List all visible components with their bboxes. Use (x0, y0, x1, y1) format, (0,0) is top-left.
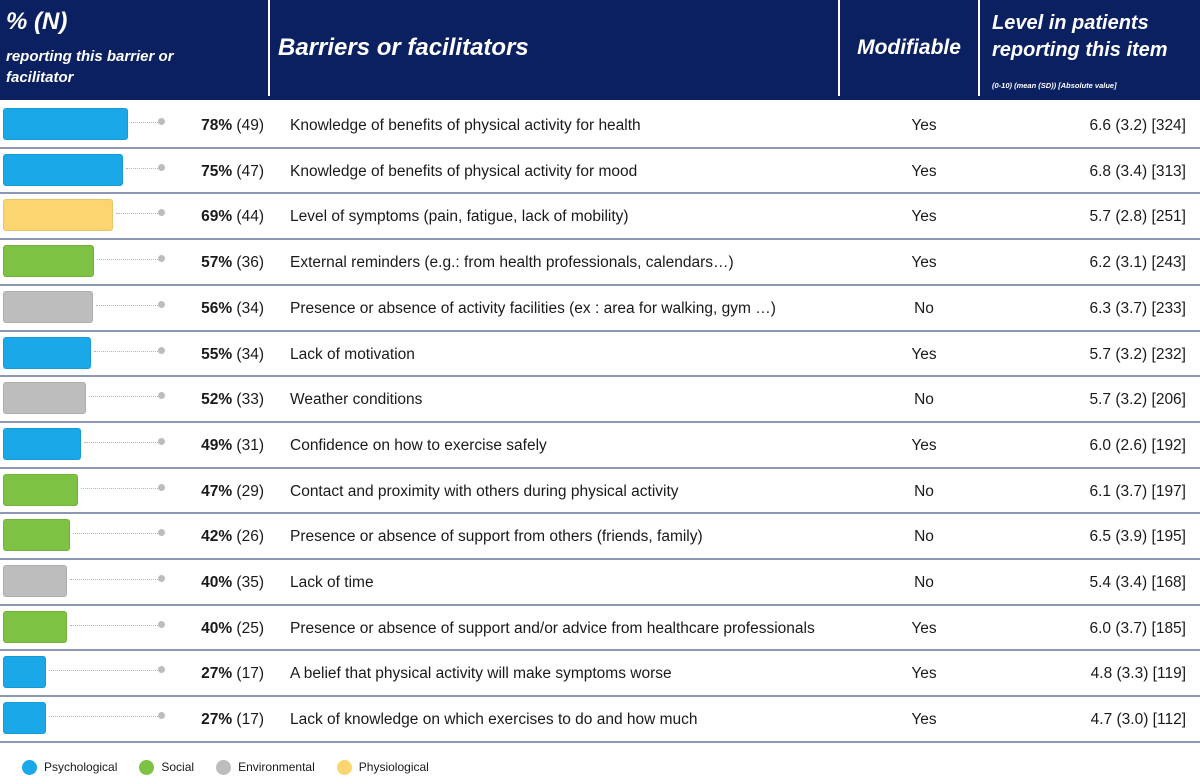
modifiable-value: No (914, 391, 934, 409)
percent-value (180, 697, 264, 742)
count-value: (26) (232, 528, 264, 546)
table-row (0, 697, 1200, 742)
percent-number: 55% (201, 345, 233, 363)
count-value: (29) (232, 482, 264, 500)
bar (3, 337, 91, 369)
bar (3, 154, 123, 186)
leader-dot (158, 392, 165, 399)
header-divider (978, 0, 980, 96)
table-row (0, 514, 1200, 559)
leader-dot (158, 301, 165, 308)
leader-line (96, 305, 158, 306)
modifiable-value: No (914, 574, 934, 591)
count-value: (25) (232, 619, 264, 637)
bar (3, 382, 86, 414)
legend-item (337, 760, 429, 775)
percent-value (180, 149, 264, 194)
barrier-label: Contact and proximity with others during physical activity (290, 482, 679, 500)
barrier-label: Presence or absence of support and/or advice from healthcare professionals (290, 619, 815, 637)
percent-value (180, 469, 264, 514)
table-row (0, 149, 1200, 194)
barrier-label: Presence or absence of activity facilities (ex : area for walking, gym …) (290, 299, 776, 317)
legend-item (139, 760, 194, 775)
bar (3, 702, 46, 734)
legend-swatch (337, 760, 352, 775)
barrier-label: Lack of time (290, 574, 374, 591)
header-level (988, 0, 1194, 96)
modifiable-value: Yes (911, 665, 937, 683)
legend-item (216, 760, 315, 775)
bar (3, 519, 70, 551)
percent-value (180, 560, 264, 605)
modifiable-value: Yes (911, 345, 937, 363)
count-value: (31) (232, 436, 264, 454)
barrier-label: Knowledge of benefits of physical activity for health (290, 117, 641, 134)
barrier-label: Knowledge of benefits of physical activity for mood (290, 162, 638, 180)
bar (3, 199, 113, 231)
legend-swatch (22, 760, 37, 775)
header-percent (6, 0, 264, 96)
table-row (0, 103, 1200, 148)
leader-line (70, 625, 158, 626)
modifiable-value: No (914, 482, 934, 500)
leader-dot (158, 164, 165, 171)
table-row (0, 286, 1200, 331)
percent-number: 49% (201, 436, 233, 454)
leader-line (116, 213, 158, 214)
percent-value (180, 514, 264, 559)
percent-number: 57% (201, 254, 233, 272)
modifiable-value: Yes (911, 711, 937, 729)
header-level-title: Level in patients reporting this item (992, 12, 1168, 61)
count-value: (33) (232, 391, 264, 409)
barrier-label: Lack of motivation (290, 345, 415, 363)
level-value: 6.0 (3.7) [185] (1089, 619, 1186, 637)
count-value: (17) (232, 665, 264, 683)
header-barriers: Barriers or facilitators (278, 34, 529, 61)
leader-dot (158, 712, 165, 719)
header-percent-subtitle: reporting this barrier or facilitator (6, 48, 174, 86)
leader-line (94, 351, 158, 352)
table-row (0, 240, 1200, 285)
percent-value (180, 377, 264, 422)
modifiable-value: Yes (911, 162, 937, 180)
barrier-label: Level of symptoms (pain, fatigue, lack of mobility) (290, 208, 629, 226)
count-value: (34) (232, 345, 264, 363)
modifiable-value: Yes (911, 254, 937, 272)
leader-dot (158, 118, 165, 125)
count-value: (34) (232, 299, 264, 317)
header-divider (268, 0, 270, 96)
level-value: 6.5 (3.9) [195] (1089, 528, 1186, 546)
percent-value (180, 332, 264, 377)
level-value: 5.4 (3.4) [168] (1089, 574, 1186, 591)
leader-dot (158, 621, 165, 628)
percent-value (180, 286, 264, 331)
bar (3, 245, 94, 277)
level-value: 6.1 (3.7) [197] (1089, 482, 1186, 500)
bar (3, 611, 67, 643)
level-value: 6.2 (3.1) [243] (1089, 254, 1186, 272)
level-value: 4.7 (3.0) [112] (1090, 711, 1186, 729)
header-divider (838, 0, 840, 96)
modifiable-value: No (914, 528, 934, 546)
percent-number: 69% (201, 208, 233, 226)
legend-label: Psychological (44, 760, 118, 774)
leader-dot (158, 484, 165, 491)
modifiable-value: Yes (911, 619, 937, 637)
percent-number: 40% (201, 574, 233, 591)
table-header (0, 0, 1200, 96)
percent-number: 27% (201, 711, 233, 729)
level-value: 6.6 (3.2) [324] (1089, 117, 1186, 134)
leader-dot (158, 438, 165, 445)
leader-dot (158, 347, 165, 354)
leader-dot (158, 529, 165, 536)
barrier-label: Presence or absence of support from others (friends, family) (290, 528, 703, 546)
level-value: 5.7 (3.2) [206] (1089, 391, 1186, 409)
percent-number: 47% (201, 482, 233, 500)
leader-line (81, 488, 158, 489)
count-value: (47) (232, 162, 264, 180)
percent-value (180, 103, 264, 148)
count-value: (17) (232, 711, 264, 729)
percent-value (180, 240, 264, 285)
table-row (0, 377, 1200, 422)
legend-swatch (139, 760, 154, 775)
leader-dot (158, 209, 165, 216)
leader-line (84, 442, 158, 443)
bar (3, 474, 78, 506)
legend-swatch (216, 760, 231, 775)
level-value: 5.7 (2.8) [251] (1089, 208, 1186, 226)
percent-number: 78% (201, 117, 233, 134)
leader-dot (158, 666, 165, 673)
count-value: (36) (232, 254, 264, 272)
level-value: 4.8 (3.3) [119] (1090, 665, 1186, 683)
table-row (0, 469, 1200, 514)
leader-line (126, 168, 158, 169)
legend-label: Environmental (238, 760, 315, 774)
modifiable-value: Yes (911, 436, 937, 454)
bar (3, 291, 93, 323)
level-value: 6.8 (3.4) [313] (1089, 162, 1186, 180)
percent-value (180, 606, 264, 651)
table-row (0, 651, 1200, 696)
legend-label: Social (161, 760, 195, 774)
percent-number: 52% (201, 391, 233, 409)
table-row (0, 560, 1200, 605)
count-value: (44) (232, 208, 264, 226)
count-value: (49) (232, 117, 264, 134)
level-value: 6.0 (2.6) [192] (1089, 436, 1186, 454)
leader-line (73, 533, 158, 534)
table-row (0, 423, 1200, 468)
table-row (0, 332, 1200, 377)
leader-line (49, 716, 158, 717)
modifiable-value: Yes (911, 117, 937, 134)
row-divider (0, 741, 1200, 743)
barrier-label: Weather conditions (290, 391, 423, 409)
bar (3, 565, 67, 597)
leader-dot (158, 255, 165, 262)
percent-number: 75% (201, 162, 233, 180)
leader-line (97, 259, 158, 260)
bar (3, 108, 128, 140)
modifiable-value: No (914, 299, 934, 317)
percent-value (180, 651, 264, 696)
header-level-subtitle: (0-10) (mean (SD)) [Absolute value] (992, 81, 1117, 90)
leader-dot (158, 575, 165, 582)
legend (22, 758, 451, 776)
table-row (0, 606, 1200, 651)
barrier-label: Confidence on how to exercise safely (290, 436, 547, 454)
barrier-label: External reminders (e.g.: from health professionals, calendars…) (290, 254, 734, 272)
modifiable-value: Yes (911, 208, 937, 226)
percent-number: 40% (201, 619, 233, 637)
header-modifiable: Modifiable (857, 36, 961, 59)
leader-line (131, 122, 158, 123)
leader-line (49, 670, 158, 671)
legend-item (22, 760, 117, 775)
percent-value (180, 423, 264, 468)
percent-number: 27% (201, 665, 233, 683)
leader-line (70, 579, 158, 580)
bar (3, 656, 46, 688)
percent-value (180, 194, 264, 239)
count-value: (35) (232, 574, 264, 591)
level-value: 5.7 (3.2) [232] (1089, 345, 1186, 363)
legend-label: Physiological (358, 760, 429, 774)
barrier-label: A belief that physical activity will make symptoms worse (290, 665, 672, 683)
level-value: 6.3 (3.7) [233] (1089, 299, 1186, 317)
bar (3, 428, 81, 460)
leader-line (89, 396, 158, 397)
table-row (0, 194, 1200, 239)
header-percent-title: % (N) (6, 8, 68, 35)
barrier-label: Lack of knowledge on which exercises to do and how much (290, 711, 698, 729)
percent-number: 42% (201, 528, 233, 546)
percent-number: 56% (201, 299, 233, 317)
header-underline (0, 96, 1200, 100)
